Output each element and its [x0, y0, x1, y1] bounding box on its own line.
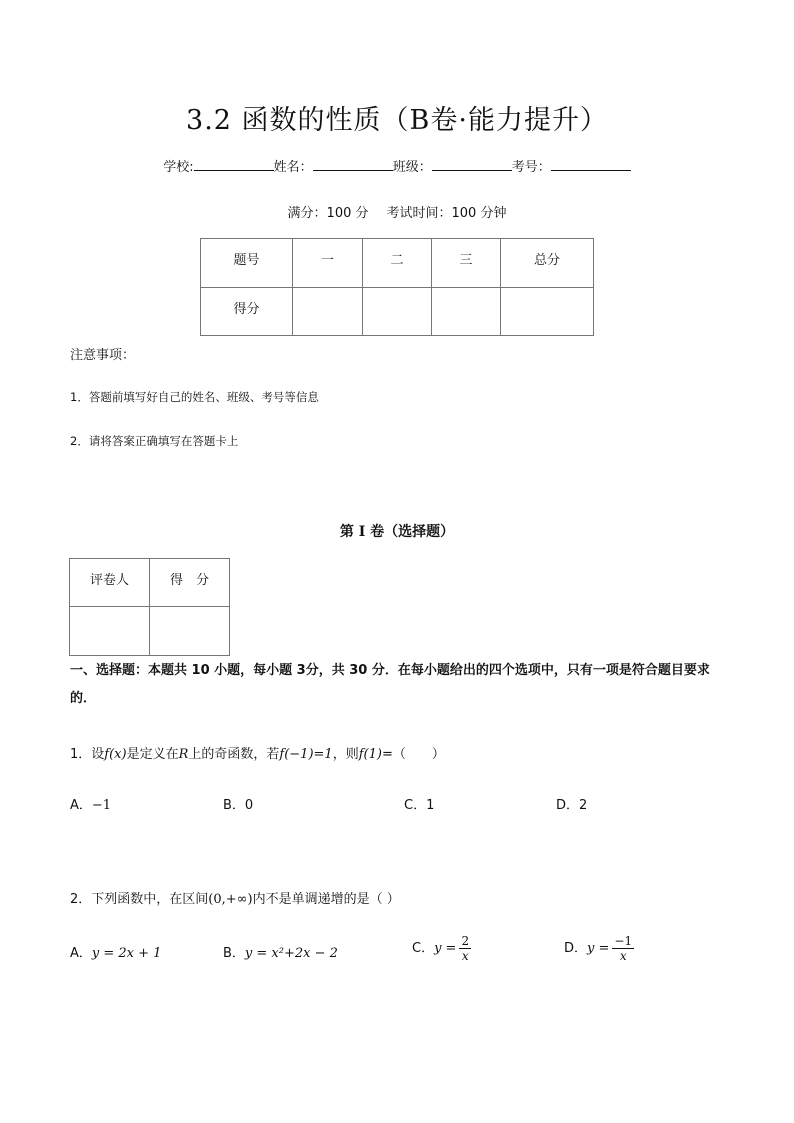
- fraction: [459, 934, 471, 963]
- q2-option-a[interactable]: [70, 942, 161, 961]
- grader-score-label: 得 分: [150, 559, 230, 607]
- score-row-label: 得分: [201, 288, 293, 336]
- grader-entry-cell[interactable]: [70, 607, 150, 656]
- exam-meta: [0, 202, 794, 221]
- option-value: −1: [91, 798, 112, 813]
- option-value: y = 2x + 1: [91, 946, 162, 961]
- q1-option-b[interactable]: [223, 794, 253, 813]
- grader-score-cell[interactable]: [150, 607, 230, 656]
- q1-text-num: 1．设: [70, 747, 105, 762]
- option-label: C．: [404, 798, 427, 813]
- q1-option-d[interactable]: [556, 794, 587, 813]
- grader-table: [69, 558, 230, 656]
- option-label: B．: [223, 946, 245, 961]
- score-table-cell: 题号: [201, 239, 293, 288]
- grader-entry-row: [70, 607, 230, 656]
- option-label: B．: [223, 798, 245, 813]
- q1-R: R: [178, 747, 189, 762]
- score-table-header-row: [201, 239, 594, 288]
- option-value: 1: [426, 798, 435, 813]
- score-table: [200, 238, 594, 336]
- option-value: 0: [244, 798, 254, 813]
- q1-text-2: 上的奇函数，若: [188, 747, 280, 762]
- q1-fx: f(x): [104, 747, 127, 762]
- q2-interval: (0,+∞): [208, 892, 253, 907]
- grader-header-row: [70, 559, 230, 607]
- full-score: 满分：100 分: [287, 206, 369, 221]
- score-table-score-row: [201, 288, 594, 336]
- q1-text-1: 是定义在: [126, 747, 179, 762]
- class-label: 班级：: [392, 160, 432, 175]
- score-entry-cell[interactable]: [363, 288, 432, 336]
- school-label: 学校:: [163, 160, 194, 175]
- exam-no-label: 考号：: [511, 160, 551, 175]
- option-label: A．: [70, 798, 92, 813]
- q1-ask: f(1): [358, 747, 382, 762]
- question-1: [70, 743, 445, 762]
- score-entry-cell[interactable]: [501, 288, 594, 336]
- q1-condition: f(−1)=1: [279, 747, 333, 762]
- part-one-instruction: 一、选择题：本题共 10 小题，每小题 3分，共 30 分．在每小题给出的四个选项中，只有一项是符合题目要求的．: [70, 663, 710, 706]
- fraction-numerator: 2: [461, 934, 470, 948]
- page-title: 3.2 函数的性质（B卷·能力提升）: [186, 105, 608, 136]
- name-label: 姓名：: [273, 160, 313, 175]
- note-item: 1．答题前填写好自己的姓名、班级、考号等信息: [70, 390, 319, 404]
- section-title: 第 I 卷（选择题）: [339, 524, 455, 540]
- q2-option-c[interactable]: [412, 934, 471, 963]
- name-blank[interactable]: [313, 158, 393, 171]
- option-value: y =: [434, 941, 457, 956]
- score-table-cell: 二: [363, 239, 432, 288]
- school-blank[interactable]: [194, 158, 274, 171]
- score-entry-cell[interactable]: [432, 288, 501, 336]
- fraction-denominator: x: [619, 949, 627, 963]
- q1-option-a[interactable]: [70, 794, 111, 813]
- q2-text-1: 内不是单调递增的是（ ）: [252, 892, 400, 907]
- score-table-cell: 总分: [501, 239, 594, 288]
- score-table-cell: 一: [293, 239, 363, 288]
- option-value: y = x²+2x − 2: [244, 946, 338, 961]
- option-label: A．: [70, 946, 92, 961]
- option-label: D．: [556, 798, 580, 813]
- fraction: [612, 934, 634, 963]
- option-label: D．: [564, 941, 588, 956]
- q2-text-num: 2．下列函数中，在区间: [70, 892, 209, 907]
- grader-label: 评卷人: [70, 559, 150, 607]
- q2-option-b[interactable]: [223, 942, 338, 961]
- fraction-numerator: −1: [614, 934, 633, 948]
- option-label: C．: [412, 941, 435, 956]
- exam-time: 考试时间：100 分钟: [386, 206, 507, 221]
- q1-text-4: =（ ）: [381, 747, 445, 762]
- note-item: 2．请将答案正确填写在答题卡上: [70, 434, 239, 448]
- question-2: [70, 888, 400, 907]
- q2-option-d[interactable]: [564, 934, 634, 963]
- q1-option-c[interactable]: [404, 794, 434, 813]
- score-entry-cell[interactable]: [293, 288, 363, 336]
- exam-no-blank[interactable]: [551, 158, 631, 171]
- fraction-denominator: x: [461, 949, 469, 963]
- q1-text-3: ，则: [332, 747, 359, 762]
- option-value: 2: [579, 798, 588, 813]
- student-info-line: [0, 156, 794, 175]
- notes-heading: 注意事项：: [70, 348, 136, 363]
- score-table-cell: 三: [432, 239, 501, 288]
- class-blank[interactable]: [432, 158, 512, 171]
- option-value: y =: [587, 941, 610, 956]
